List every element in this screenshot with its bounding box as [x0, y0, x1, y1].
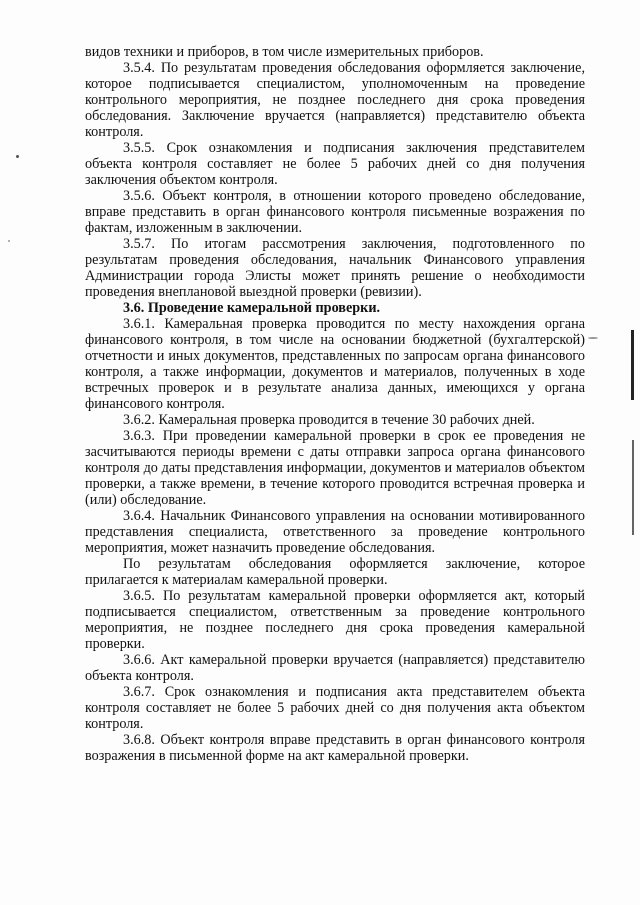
section-heading-3-6: 3.6. Проведение камеральной проверки.	[123, 300, 381, 316]
paragraph-3-5-4: 3.5.4. По результатам проведения обследования оформляется заключение, которое подписывается специалистом, уполномоченным на проведение контрольного мероприятия, не позднее последнего дня срока проведения обследования. Заключение вручается (направляется) представителю объекта контроля.	[85, 60, 585, 140]
paragraph-3-6-1: 3.6.1. Камеральная проверка проводится по месту нахождения органа финансового контроля, в том числе на основании бюджетной (бухгалтерской) отчетности и иных документов, представленных по запросам органа финансового контроля, а также информации, документов и материалов, полученных в ходе встречных проверок и в результате анализа данных, имеющихся у органа финансового контроля.	[85, 316, 585, 412]
scan-edge-mark	[632, 440, 634, 535]
paragraph-3-5-5: 3.5.5. Срок ознакомления и подписания заключения представителем объекта контроля составляет не более 5 рабочих дней со дня получения заключения объектом контроля.	[85, 140, 585, 188]
paragraph-inspection-conclusion: По результатам обследования оформляется заключение, которое прилагается к материалам камеральной проверки.	[85, 556, 585, 588]
paragraph-3-6-4: 3.6.4. Начальник Финансового управления на основании мотивированного представления специалиста, ответственного за проведение контрольного мероприятия, может назначить проведение обследования.	[85, 508, 585, 556]
paragraph-3-5-7: 3.5.7. По итогам рассмотрения заключения, подготовленного по результатам проведения обследования, начальник Финансового управления Администрации города Элисты может принять решение о необходимости проведения внеплановой выездной проверки (ревизии).	[85, 236, 585, 300]
paragraph-3-6-2: 3.6.2. Камеральная проверка проводится в течение 30 рабочих дней.	[123, 412, 535, 428]
document-body	[85, 44, 585, 764]
paragraph-3-6-8: 3.6.8. Объект контроля вправе представить в орган финансового контроля возражения в письменной форме на акт камеральной проверки.	[85, 732, 585, 764]
paragraph-3-6-5: 3.6.5. По результатам камеральной проверки оформляется акт, который подписывается специалистом, ответственным за проведение контрольного мероприятия, не позднее последнего дня срока проведения камеральной проверки.	[85, 588, 585, 652]
scan-speck	[16, 155, 19, 158]
paragraph-3-6-3: 3.6.3. При проведении камеральной проверки в срок ее проведения не засчитываются периоды времени с даты отправки запроса органа финансового контроля до даты представления информации, документов и материалов объектом проверки, а также времени, в течение которого проводится встречная проверка и (или) обследование.	[85, 428, 585, 508]
paragraph-3-6-7: 3.6.7. Срок ознакомления и подписания акта представителем объекта контроля составляет не более 5 рабочих дней со дня получения акта объектом контроля.	[85, 684, 585, 732]
scan-edge-mark	[631, 330, 634, 400]
scan-speck	[8, 240, 10, 242]
scan-speck	[588, 337, 598, 339]
paragraph-3-5-6: 3.5.6. Объект контроля, в отношении которого проведено обследование, вправе представить в орган финансового контроля письменные возражения по фактам, изложенным в заключении.	[85, 188, 585, 236]
paragraph-continuation: видов техники и приборов, в том числе измерительных приборов.	[85, 44, 484, 60]
paragraph-3-6-6: 3.6.6. Акт камеральной проверки вручается (направляется) представителю объекта контроля.	[85, 652, 585, 684]
